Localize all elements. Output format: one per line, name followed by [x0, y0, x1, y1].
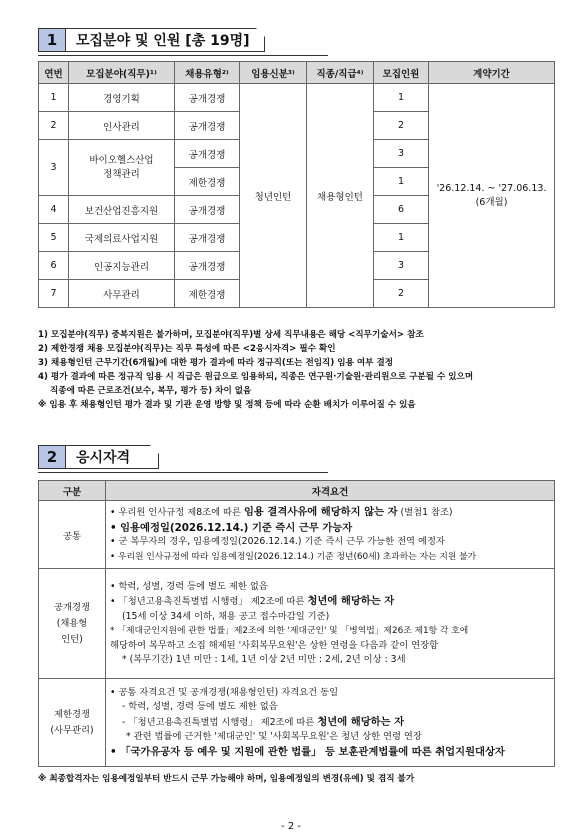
req-line: 해당하여 복무하고 소집 해제된 '사회복무요원'은 상한 연령을 다음과 같이 연장함	[110, 639, 439, 651]
col-header: 연번	[39, 62, 69, 84]
row-count: 3	[374, 140, 429, 168]
req-line: * 「제대군인지원에 관한 법률」제2조에 의한 '제대군인' 및 「병역법」제26조 제1항 각 호에	[110, 626, 469, 636]
row-type: 제한경쟁	[175, 280, 240, 308]
row-count: 2	[374, 112, 429, 140]
section-number: 2	[38, 445, 66, 469]
period-text: '26.12.14. ~ '27.06.13.	[436, 183, 547, 194]
row-no: 3	[39, 140, 69, 196]
table-row	[39, 501, 555, 569]
req-line: - 학력, 성별, 경력 등에 별도 제한 없음	[122, 701, 278, 713]
row-label: 공통	[39, 501, 106, 569]
row-requirements	[106, 679, 555, 767]
row-count: 1	[374, 224, 429, 252]
final-note: ※ 최종합격자는 임용예정일부터 반드시 근무 가능해야 하며, 임용예정일의 변경(유예) 및 겸직 불가	[38, 774, 415, 784]
col-header: 직종/직급⁴⁾	[307, 62, 374, 84]
row-requirements	[106, 501, 555, 569]
note-line: 3) 채용형인턴 근무기간(6개월)에 대한 평가 결과에 따라 정규직(또는 전임직) 임용 여부 결정	[38, 358, 394, 368]
row-field: 경영기획	[69, 84, 175, 112]
row-field: 바이오헬스산업 정책관리	[69, 140, 175, 196]
row-label: 제한경쟁 (사무관리)	[39, 679, 106, 767]
req-line: • 임용예정일(2026.12.14.) 기준 즉시 근무 가능자	[110, 521, 353, 534]
row-type: 공개경쟁	[175, 196, 240, 224]
req-line: (15세 이상 34세 이하, 채용 공고 접수마감일 기준)	[122, 610, 330, 622]
section-2-header	[38, 443, 159, 471]
row-type: 공개경쟁	[175, 140, 240, 168]
table-row	[39, 679, 555, 767]
row-count: 6	[374, 196, 429, 224]
note-line: 2) 제한경쟁 채용 모집분야(직무)는 직무 특성에 따른 <2응시자격> 필수 확인	[38, 344, 336, 354]
row-field: 인사관리	[69, 112, 175, 140]
row-type: 공개경쟁	[175, 112, 240, 140]
row-type: 공개경쟁	[175, 252, 240, 280]
row-requirements	[106, 569, 555, 679]
req-line: * 관련 법률에 근거한 '제대군인' 및 '사회복무요원'은 청년 상한 연령 연장	[126, 731, 422, 743]
row-no: 1	[39, 84, 69, 112]
recruitment-table	[38, 61, 555, 308]
req-line: * (복무기간) 1년 미만 : 1세, 1년 이상 2년 미만 : 2세, 2년 이상 : 3세	[122, 654, 406, 665]
row-field: 국제의료사업지원	[69, 224, 175, 252]
row-count: 3	[374, 252, 429, 280]
section-underline	[38, 55, 328, 56]
col-header: 구분	[39, 481, 106, 501]
table-row	[39, 569, 555, 679]
row-type: 공개경쟁	[175, 224, 240, 252]
section-title: 모집분야 및 인원 [총 19명]	[66, 28, 265, 52]
req-line: • 우리원 인사규정에 따라 임용예정일(2026.12.14.) 기준 정년(60세) 초과하는 자는 지원 불가	[110, 551, 477, 562]
row-no: 2	[39, 112, 69, 140]
req-line: • 공통 자격요건 및 공개경쟁(채용형인턴) 자격요건 동일	[110, 686, 339, 698]
table-row	[39, 84, 555, 112]
col-header: 자격요건	[106, 481, 555, 501]
grade-cell: 채용형인턴	[307, 84, 374, 308]
row-no: 6	[39, 252, 69, 280]
row-count: 1	[374, 168, 429, 196]
req-line: • 군 복무자의 경우, 임용예정일(2026.12.14.) 기준 즉시 근무 가능한 전역 예정자	[110, 536, 445, 547]
row-count: 1	[374, 84, 429, 112]
section-number: 1	[38, 28, 66, 52]
note-line: 1) 모집분야(직무) 중복지원은 불가하며, 모집분야(직무)별 상세 직무내용은 해당 <직무기술서> 참조	[38, 330, 424, 340]
row-no: 5	[39, 224, 69, 252]
row-type: 제한경쟁	[175, 168, 240, 196]
row-count: 2	[374, 280, 429, 308]
req-line: • 「국가유공자 등 예우 및 지원에 관한 법률」 등 보훈관계법률에 따른 취업지원대상자	[110, 745, 505, 758]
req-line: • 학력, 성별, 경력 등에 별도 제한 없음	[110, 580, 268, 592]
row-field: 사무관리	[69, 280, 175, 308]
row-no: 7	[39, 280, 69, 308]
section-title: 응시자격	[66, 445, 159, 469]
row-field: 인공지능관리	[69, 252, 175, 280]
req-text: (별첨1 참조)	[397, 507, 453, 518]
req-text: - 「청년고용촉진특별법 시행령」 제2조에 따른	[122, 716, 318, 728]
req-emphasis: 임용 결격사유에 해당하지 않는 자	[243, 506, 398, 518]
page-number: - 2 -	[281, 821, 301, 832]
period-cell	[429, 84, 555, 308]
col-header: 채용유형²⁾	[175, 62, 240, 84]
req-text: • 우리원 인사규정 제8조에 따른	[110, 507, 244, 518]
status-cell: 청년인턴	[240, 84, 307, 308]
row-field: 보건산업진흥지원	[69, 196, 175, 224]
note-line: 직종에 따른 근로조건(보수, 복무, 평가 등) 차이 없음	[50, 386, 252, 396]
req-emphasis: 청년에 해당하는 자	[307, 595, 395, 607]
col-header: 모집인원	[374, 62, 429, 84]
col-header: 계약기간	[429, 62, 555, 84]
row-no: 4	[39, 196, 69, 224]
note-line: 4) 평가 결과에 따른 정규직 임용 시 직급은 원급으로 임용하되, 직종은 연구원·기술원·관리원으로 구분될 수 있으며	[38, 372, 474, 382]
eligibility-table	[38, 480, 555, 767]
req-text: • 「청년고용촉진특별법 시행령」 제2조에 따른	[110, 596, 308, 607]
section-underline	[38, 472, 328, 473]
period-sub: (6개월)	[475, 197, 508, 208]
col-header: 모집분야(직무)¹⁾	[69, 62, 175, 84]
col-header: 임용신분³⁾	[240, 62, 307, 84]
req-emphasis: 청년에 해당하는 자	[317, 715, 405, 728]
section-1-header	[38, 26, 265, 54]
row-label: 공개경쟁 (채용형 인턴)	[39, 569, 106, 679]
notes-section-1	[38, 328, 473, 412]
row-type: 공개경쟁	[175, 84, 240, 112]
note-line: ※ 임용 후 채용형인턴 평가 결과 및 기관 운영 방향 및 정책 등에 따라 순환 배치가 이루어질 수 있음	[38, 400, 416, 410]
